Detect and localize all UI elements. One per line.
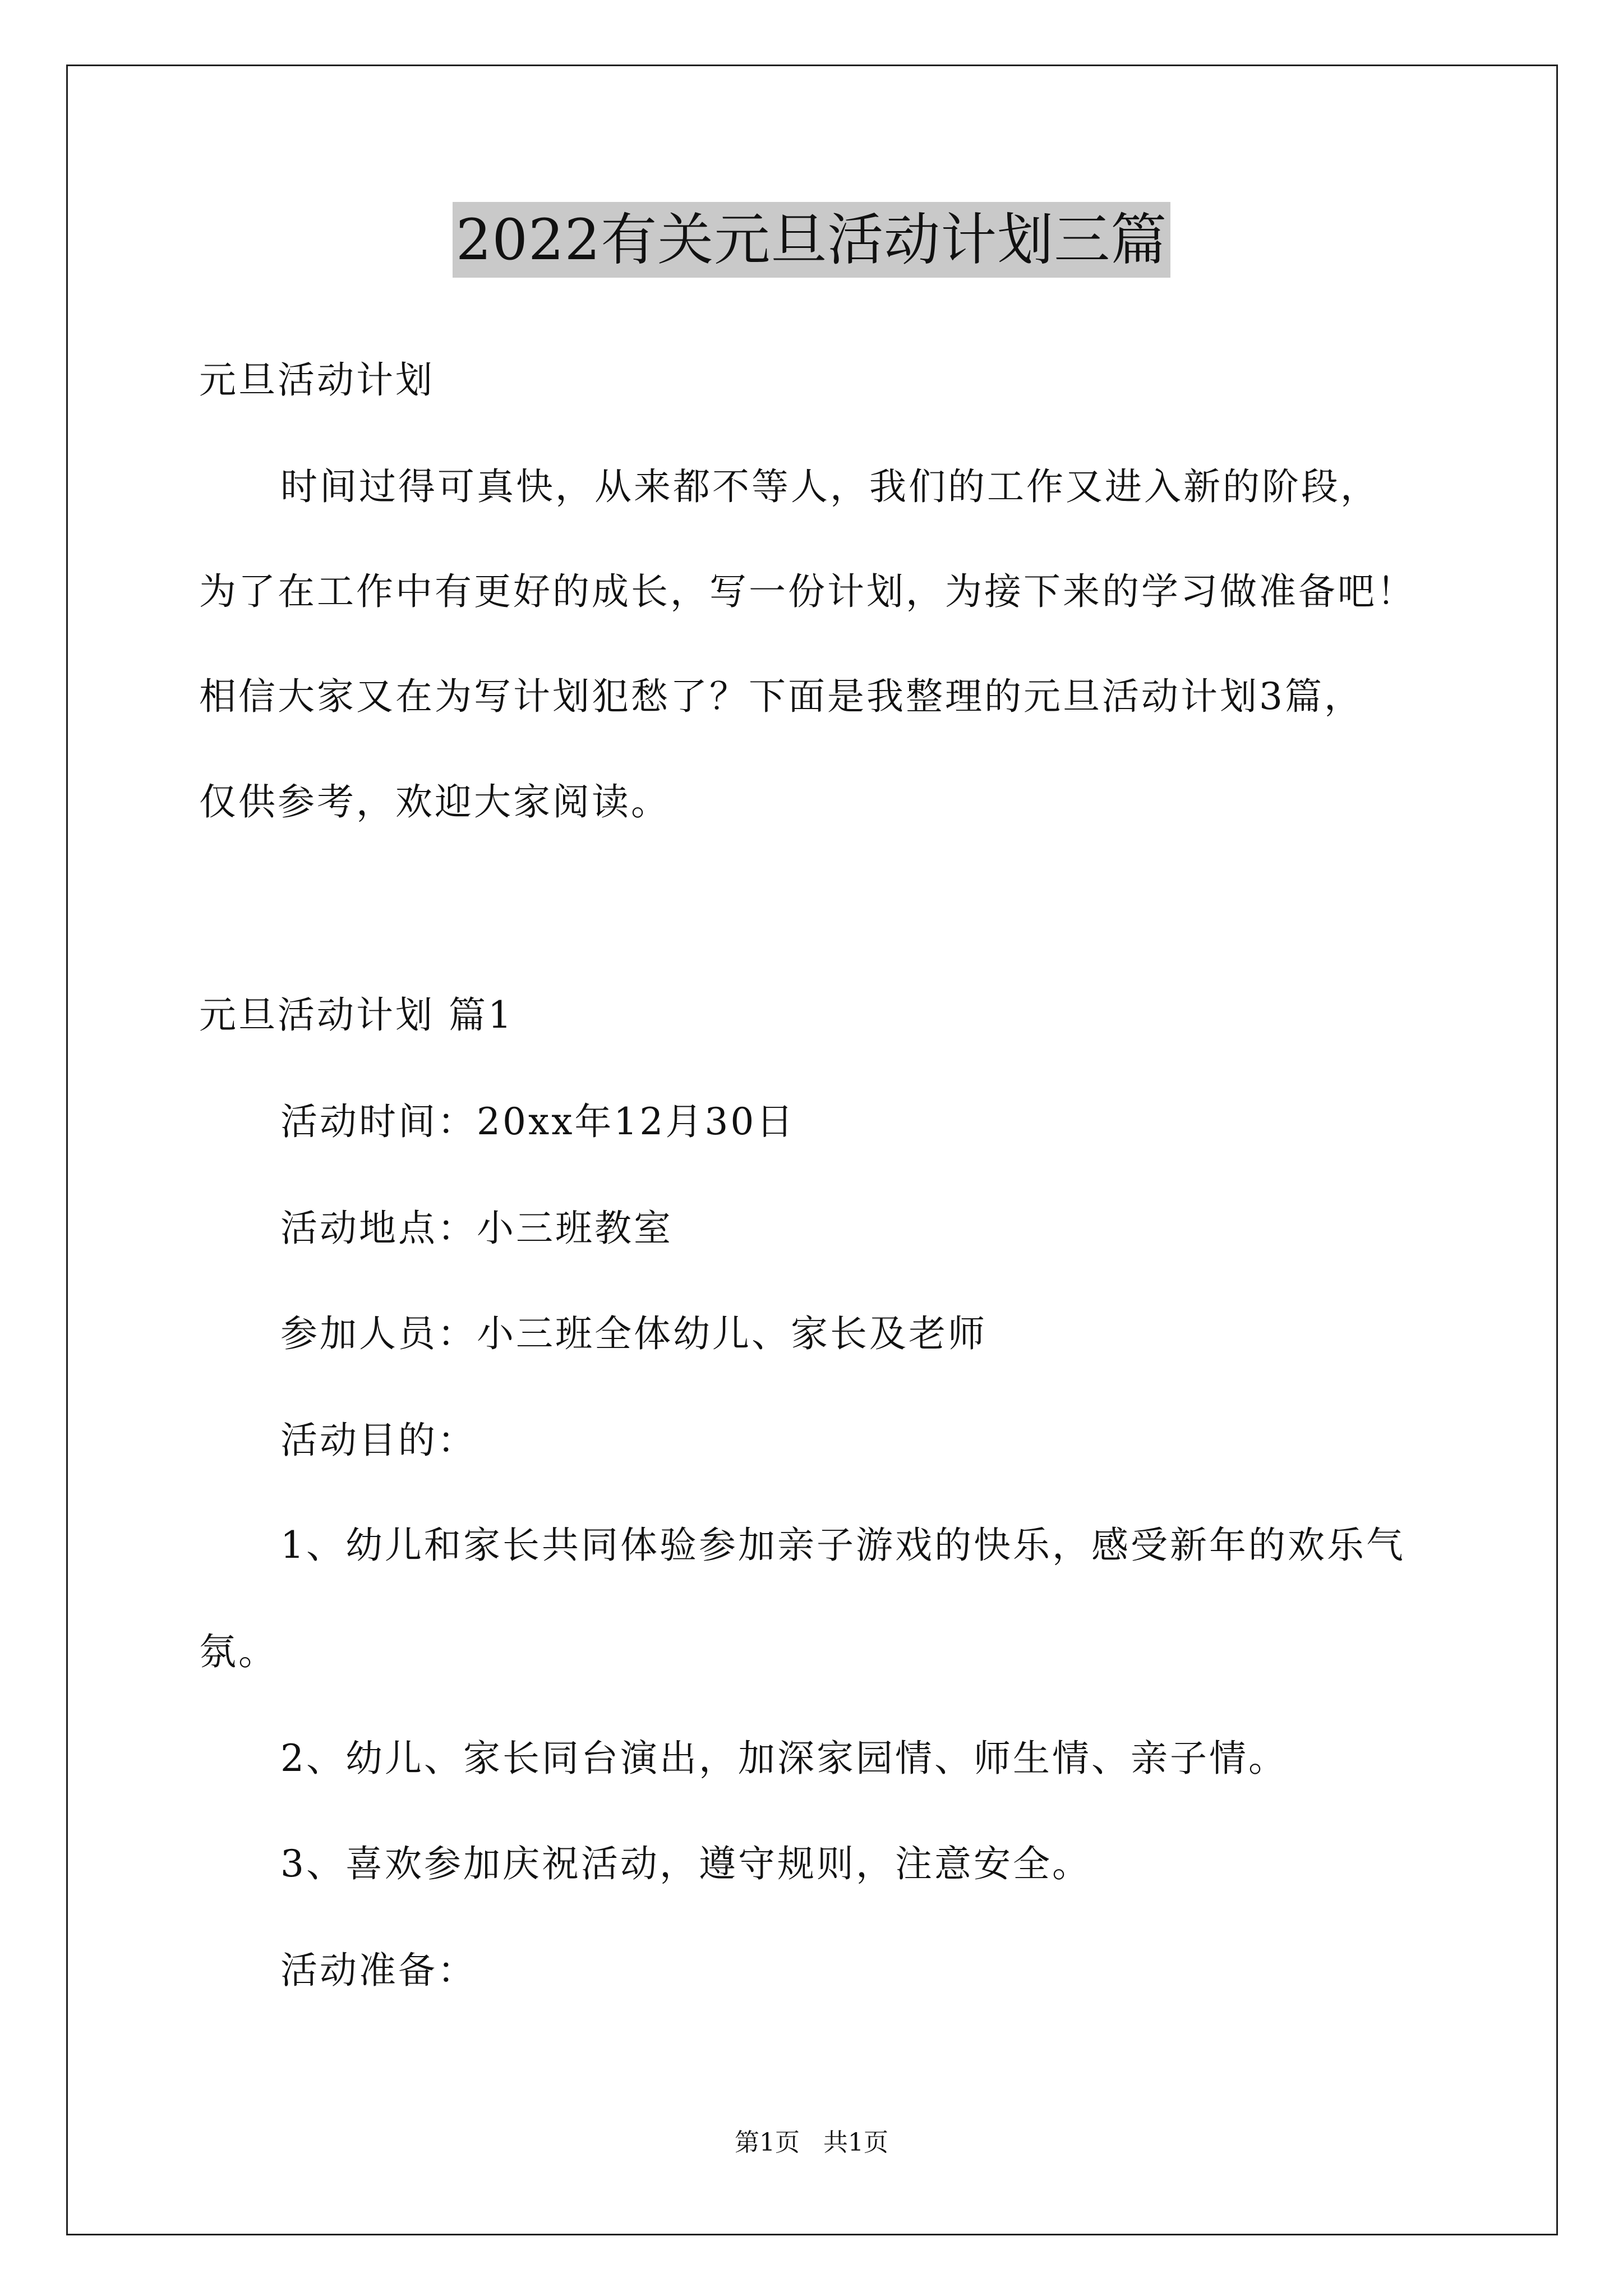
intro-line-1: 时间过得可真快，从来都不等人，我们的工作又进入新的阶段， bbox=[280, 465, 1380, 508]
goals-heading: 活动目的： bbox=[280, 1419, 477, 1462]
activity-participants: 参加人员：小三班全体幼儿、家长及老师 bbox=[280, 1312, 987, 1355]
intro-line-2: 为了在工作中有更好的成长，写一份计划，为接下来的学习做准备吧！ bbox=[199, 570, 1416, 613]
title-container bbox=[0, 202, 1623, 278]
intro-line-4: 仅供参考，欢迎大家阅读。 bbox=[199, 780, 670, 823]
prep-heading: 活动准备： bbox=[280, 1949, 477, 1992]
goal-3: 3、喜欢参加庆祝活动，遵守规则，注意安全。 bbox=[280, 1842, 1091, 1885]
document-title: 2022有关元旦活动计划三篇 bbox=[453, 202, 1171, 278]
section-heading: 元旦活动计划 篇1 bbox=[199, 993, 514, 1037]
goal-2: 2、幼儿、家长同台演出，加深家园情、师生情、亲子情。 bbox=[280, 1737, 1288, 1780]
page-footer: 第1页 共1页 bbox=[735, 2128, 888, 2157]
intro-heading: 元旦活动计划 bbox=[199, 358, 435, 402]
intro-line-3: 相信大家又在为写计划犯愁了？下面是我整理的元旦活动计划3篇， bbox=[199, 675, 1363, 718]
goal-1-line-1: 1、幼儿和家长共同体验参加亲子游戏的快乐，感受新年的欢乐气 bbox=[280, 1524, 1405, 1567]
activity-time: 活动时间：20xx年12月30日 bbox=[280, 1100, 796, 1143]
activity-place: 活动地点：小三班教室 bbox=[280, 1207, 673, 1250]
goal-1-line-2: 氛。 bbox=[199, 1630, 278, 1673]
